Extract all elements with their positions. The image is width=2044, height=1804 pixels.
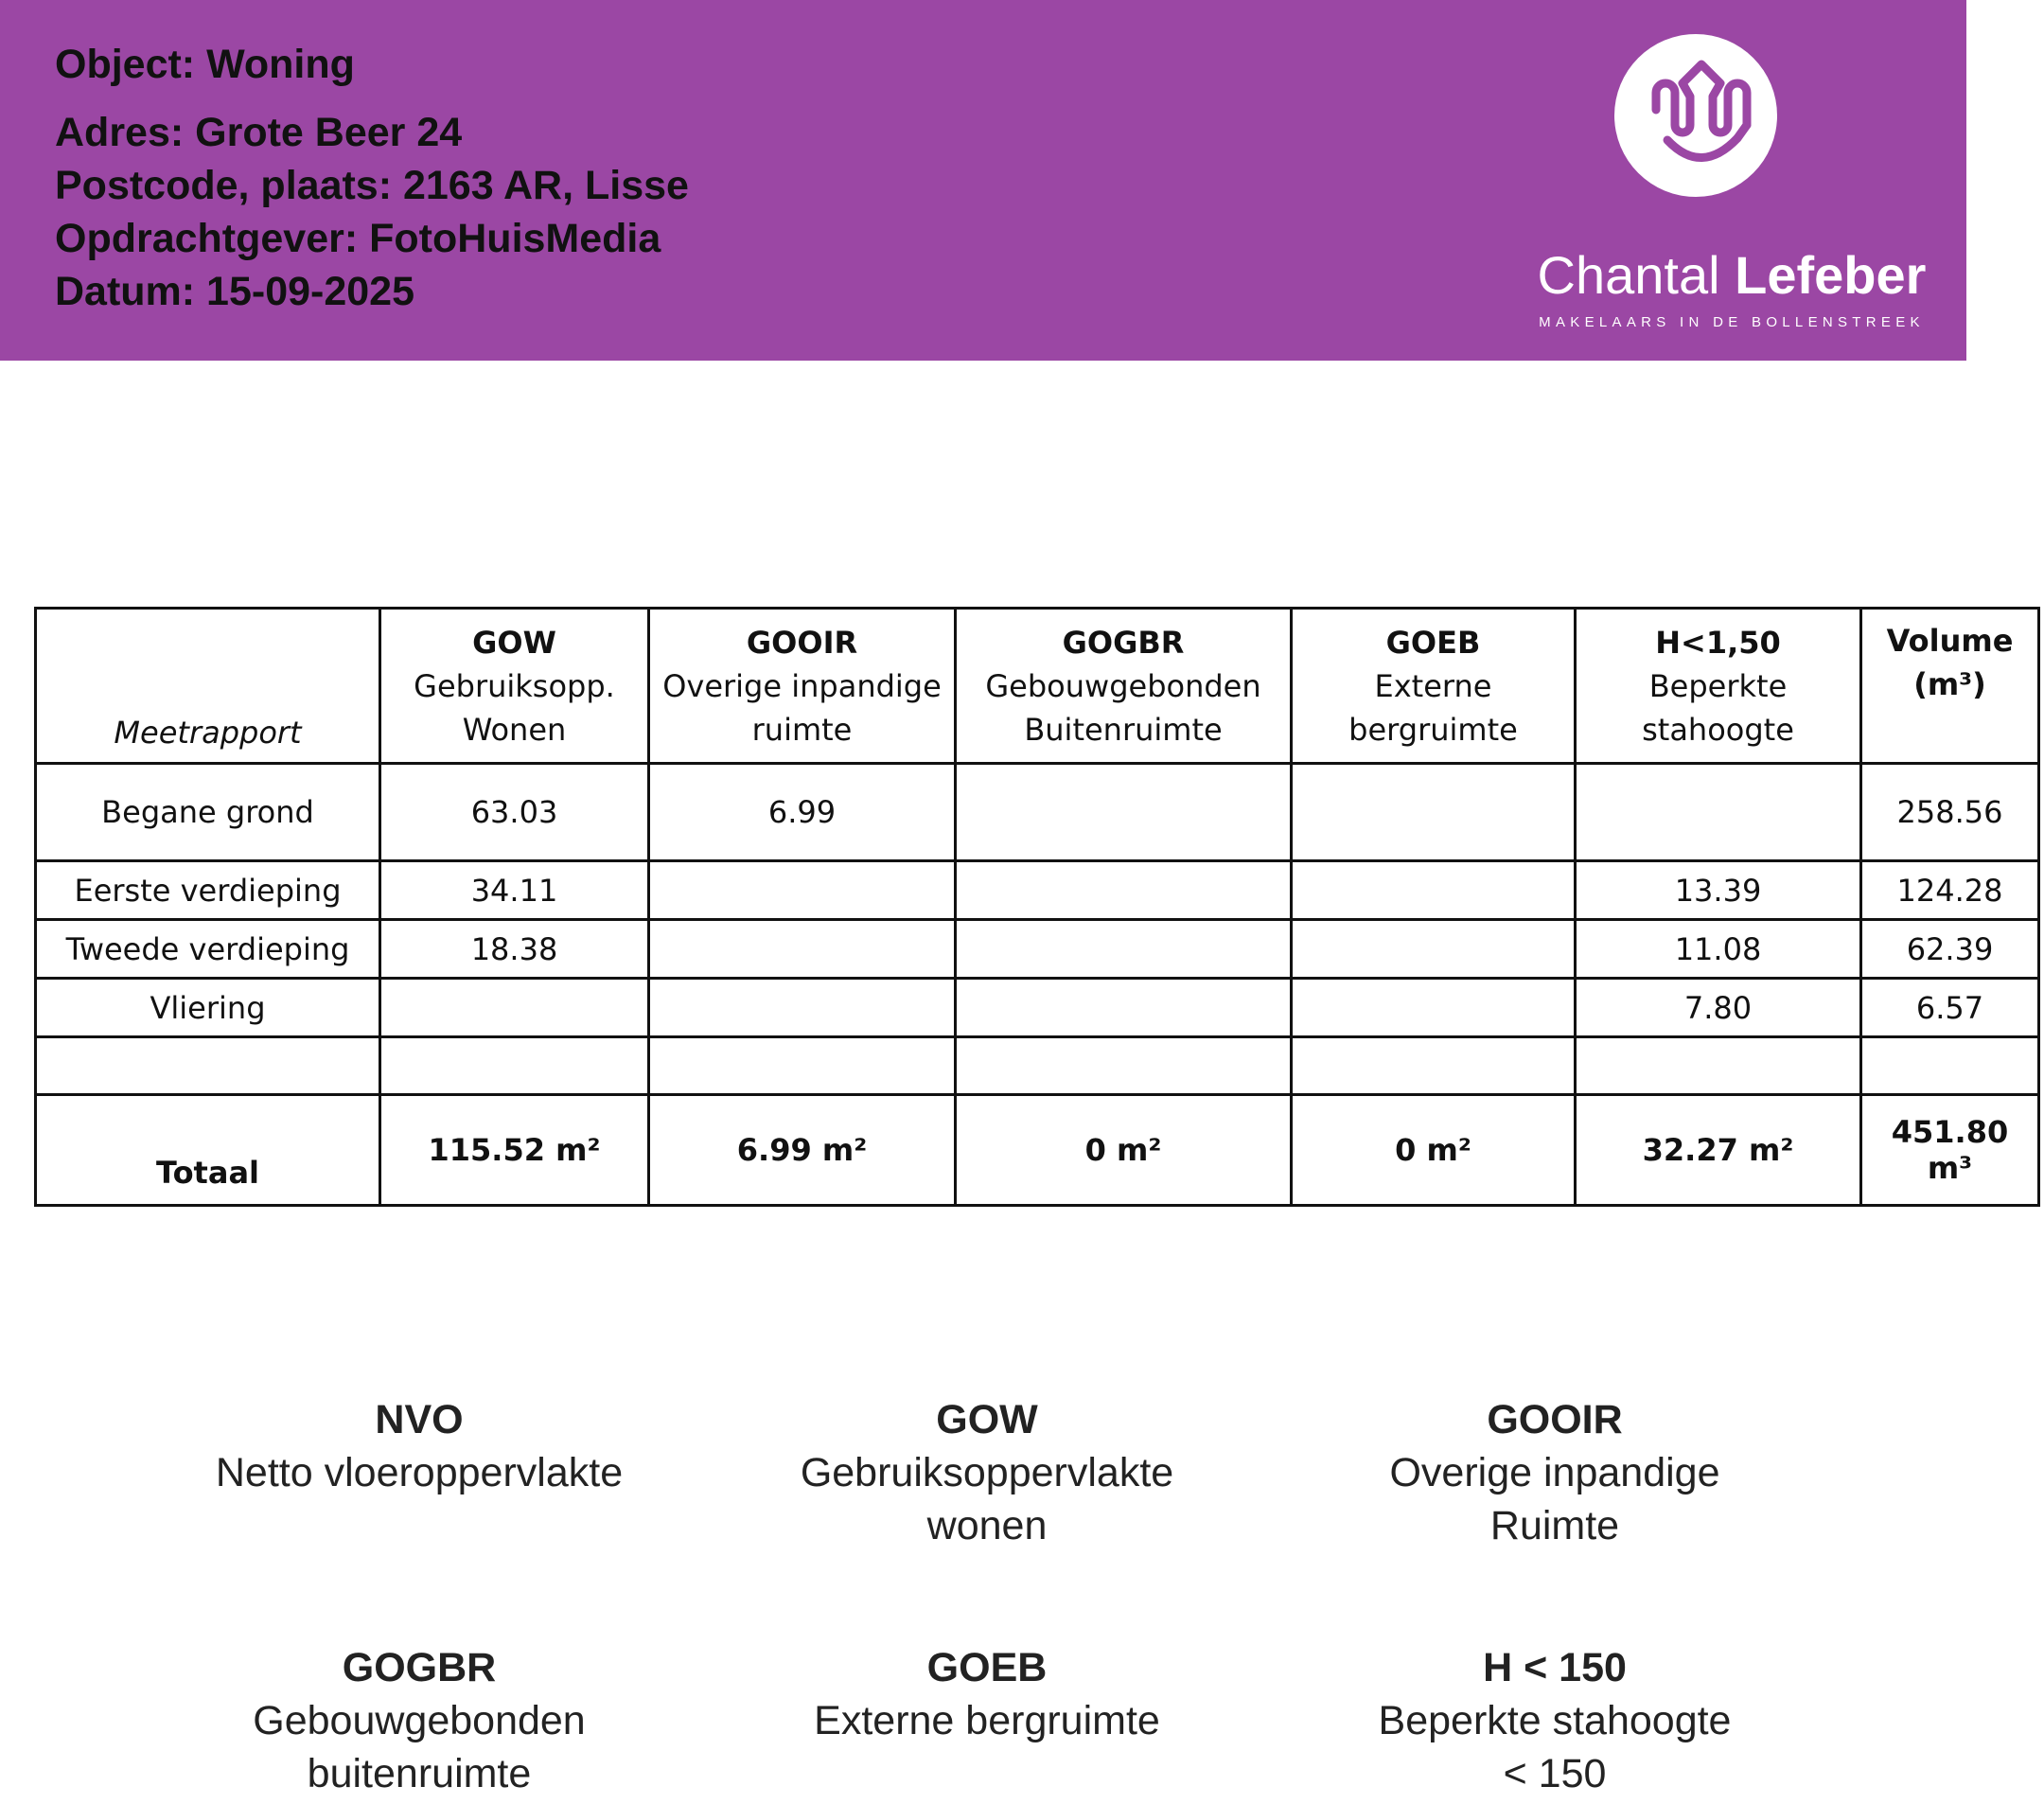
total-cell: 0 m² [1292, 1095, 1576, 1206]
table-cell: 6.99 [649, 764, 956, 861]
measurement-table [34, 607, 2040, 1207]
table-row [36, 861, 2039, 920]
table-row [36, 920, 2039, 979]
table-cell [1576, 1037, 1861, 1095]
logo-first-name: Chantal [1537, 245, 1720, 305]
address-line: Adres: Grote Beer 24 [55, 110, 463, 155]
legend-item: GOOIR Overige inpandige Ruimte [1389, 1397, 1720, 1548]
table-cell [1292, 979, 1576, 1037]
row-label: Begane grond [36, 764, 380, 861]
table-total-row [36, 1095, 2039, 1206]
table-row [36, 979, 2039, 1037]
legend-item: NVO Netto vloeroppervlakte [215, 1397, 624, 1495]
column-header: GOOIR Overige inpandige ruimte [649, 609, 956, 764]
corner-cell: Meetrapport [36, 609, 380, 764]
logo-last-name: Lefeber [1735, 245, 1927, 305]
table-cell [1292, 861, 1576, 920]
row-label [36, 1037, 380, 1095]
total-cell: 115.52 m² [380, 1095, 649, 1206]
column-header: GOGBR Gebouwgebonden Buitenruimte [956, 609, 1292, 764]
table-cell [649, 1037, 956, 1095]
table-cell [956, 920, 1292, 979]
table-cell [1292, 1037, 1576, 1095]
table-cell [649, 920, 956, 979]
table-cell [1292, 920, 1576, 979]
table-cell [380, 1037, 649, 1095]
company-logo [1524, 34, 1940, 337]
row-label: Tweede verdieping [36, 920, 380, 979]
table-cell: 6.57 [1861, 979, 2039, 1037]
logo-emblem-icon [1614, 34, 1777, 197]
table-cell [956, 979, 1292, 1037]
logo-tagline: MAKELAARS IN DE BOLLENSTREEK [1539, 314, 1925, 330]
table-cell: 258.56 [1861, 764, 2039, 861]
table-cell: 124.28 [1861, 861, 2039, 920]
row-label: Vliering [36, 979, 380, 1037]
table-cell: 13.39 [1576, 861, 1861, 920]
table-cell [1292, 764, 1576, 861]
table-cell [956, 861, 1292, 920]
legend-item: H < 150 Beperkte stahoogte < 150 [1378, 1645, 1732, 1796]
legend-item: GOEB Externe bergruimte [814, 1645, 1160, 1743]
report-header [0, 0, 1966, 361]
postcode-line: Postcode, plaats: 2163 AR, Lisse [55, 163, 689, 208]
table-cell [1576, 764, 1861, 861]
table-cell [380, 979, 649, 1037]
table-cell: 62.39 [1861, 920, 2039, 979]
table-cell: 18.38 [380, 920, 649, 979]
table-cell [1861, 1037, 2039, 1095]
column-header-volume: Volume (m³) [1861, 609, 2039, 764]
table-row [36, 764, 2039, 861]
table-cell [956, 1037, 1292, 1095]
total-label: Totaal [36, 1095, 380, 1206]
column-header: GOW Gebruiksopp. Wonen [380, 609, 649, 764]
date-line: Datum: 15-09-2025 [55, 269, 415, 314]
total-cell: 451.80 m³ [1861, 1095, 2039, 1206]
column-header: GOEB Externe bergruimte [1292, 609, 1576, 764]
table-cell: 34.11 [380, 861, 649, 920]
column-header: H<1,50 Beperkte stahoogte [1576, 609, 1861, 764]
table-header-row [36, 609, 2039, 764]
total-cell: 6.99 m² [649, 1095, 956, 1206]
total-cell: 0 m² [956, 1095, 1292, 1206]
legend-item: GOW Gebruiksoppervlakte wonen [800, 1397, 1174, 1548]
table-cell [649, 861, 956, 920]
client-line: Opdrachtgever: FotoHuisMedia [55, 216, 661, 261]
object-line: Object: Woning [55, 42, 355, 87]
table-cell: 11.08 [1576, 920, 1861, 979]
table-cell [649, 979, 956, 1037]
table-row-empty [36, 1037, 2039, 1095]
table-cell [956, 764, 1292, 861]
object-info [55, 38, 689, 318]
total-cell: 32.27 m² [1576, 1095, 1861, 1206]
legend-item: GOGBR Gebouwgebonden buitenruimte [253, 1645, 586, 1796]
table-cell: 63.03 [380, 764, 649, 861]
logo-wordmark [1533, 244, 1930, 306]
table-cell: 7.80 [1576, 979, 1861, 1037]
row-label: Eerste verdieping [36, 861, 380, 920]
